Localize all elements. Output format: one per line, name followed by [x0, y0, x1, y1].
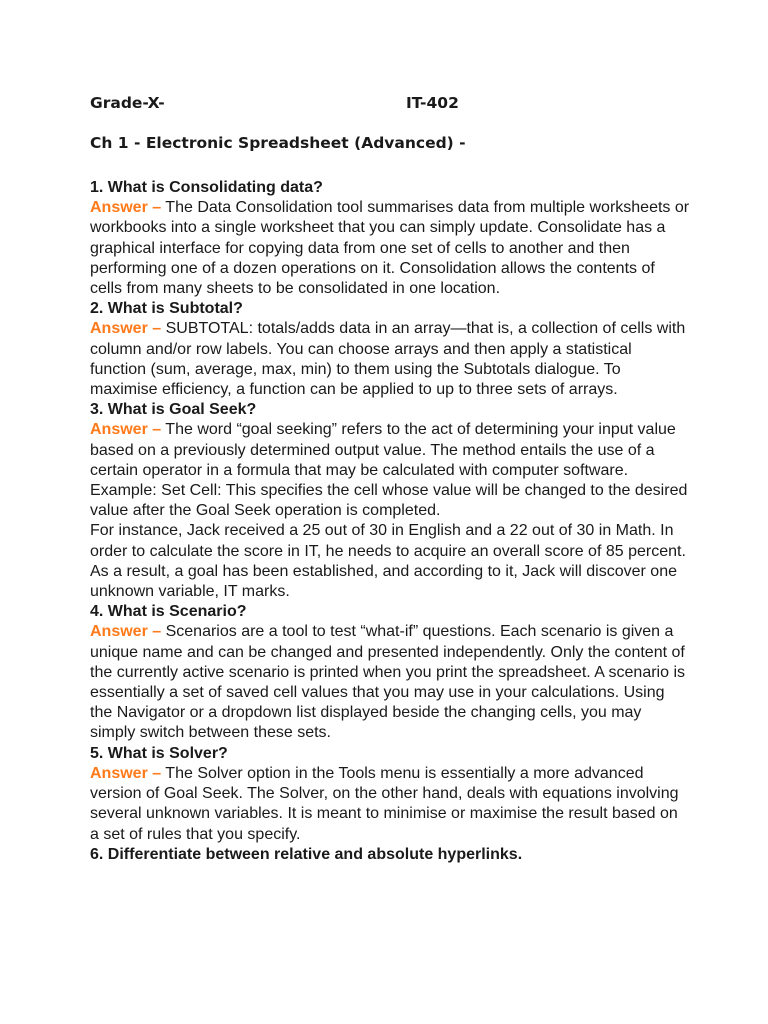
answer-3 [90, 420, 690, 481]
answer-5 [90, 764, 690, 845]
answer-label: Answer – [90, 421, 162, 439]
answer-text: The Data Consolidation tool summarises data from multiple worksheets or workbooks into a single worksheet that you can simply update. Consolidate has a graphical interface for copying data from one set of cells to another and then performing one of a dozen operations on it. Consolidation allows the contents of cells from many sheets to be consolidated in one location. [90, 199, 690, 298]
answer-label: Answer – [90, 199, 162, 217]
question-5: 5. What is Solver? [90, 744, 228, 762]
chapter-title: Ch 1 - Electronic Spreadsheet (Advanced) - [90, 134, 466, 152]
question-2: 2. What is Subtotal? [90, 300, 243, 318]
answer-4 [90, 622, 690, 743]
document-header [90, 92, 690, 114]
subject-code: IT-402 [406, 94, 459, 112]
question-6: 6. Differentiate between relative and absolute hyperlinks. [90, 845, 523, 863]
qa-section [90, 178, 690, 865]
answer-1 [90, 198, 690, 299]
answer-label: Answer – [90, 764, 162, 782]
answer-text: The word “goal seeking” refers to the act of determining your input value based on a previously determined output value. The method entails the use of a certain operator in a formula that may be calculated with computer software. [90, 421, 676, 479]
answer-3-example: Example: Set Cell: This specifies the cell whose value will be changed to the desired value after the Goal Seek operation is completed. [90, 482, 688, 520]
question-4: 4. What is Scenario? [90, 603, 247, 621]
answer-text: Scenarios are a tool to test “what-if” questions. Each scenario is given a unique name and can be changed and presented independently. Only the content of the currently active scenario is printed when you print the spreadsheet. A scenario is essentially a set of saved cell values that you may use in your calculations. Using the Navigator or a dropdown list displayed beside the changing cells, you may simply switch between these sets. [90, 623, 685, 742]
answer-2 [90, 319, 690, 400]
answer-3-instance: For instance, Jack received a 25 out of 30 in English and a 22 out of 30 in Math. In order to calculate the score in IT, he needs to acquire an overall score of 85 percent. As a result, a goal has been established, and according to it, Jack will discover one unknown variable, IT marks. [90, 522, 686, 601]
answer-label: Answer – [90, 623, 162, 641]
answer-text: SUBTOTAL: totals/adds data in an array—that is, a collection of cells with column and/or row labels. You can choose arrays and then apply a statistical function (sum, average, max, min) to them using the Subtotals dialogue. To maximise efficiency, a function can be applied to up to three sets of arrays. [90, 320, 686, 399]
document-page [90, 92, 690, 865]
answer-label: Answer – [90, 320, 162, 338]
question-3: 3. What is Goal Seek? [90, 401, 257, 419]
answer-text: The Solver option in the Tools menu is essentially a more advanced version of Goal Seek. The Solver, on the other hand, deals with equations involving several unknown variables. It is meant to minimise or maximise the result based on a set of rules that you specify. [90, 764, 679, 843]
grade-label: Grade-X- [90, 94, 165, 112]
question-1: 1. What is Consolidating data? [90, 179, 323, 196]
